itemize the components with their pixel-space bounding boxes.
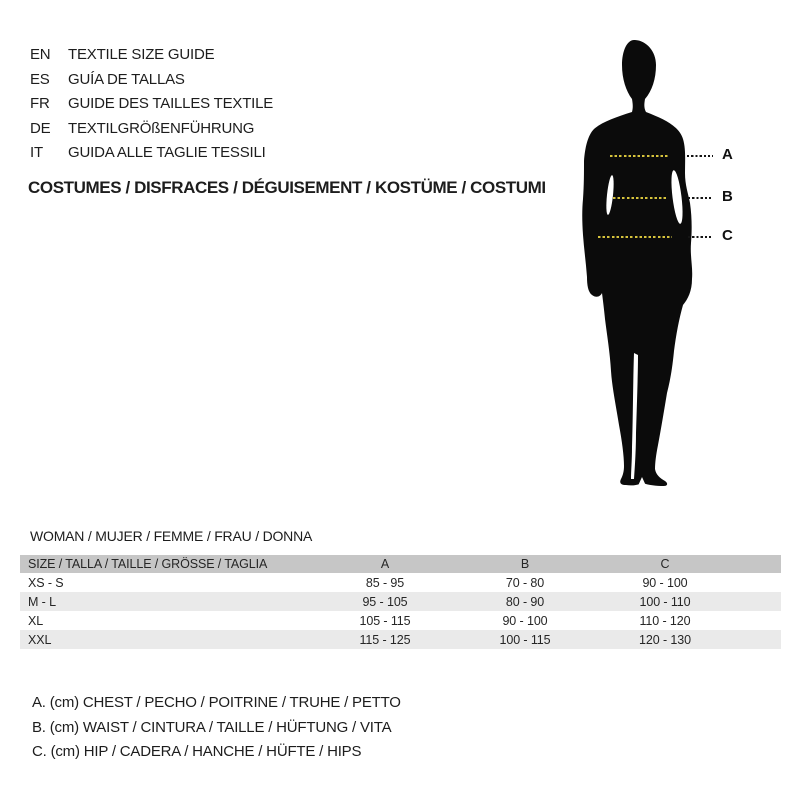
table-row [20,611,781,630]
spacer-cell [735,573,781,592]
waist-cell: 100 - 115 [455,630,595,649]
hip-cell: 110 - 120 [639,613,691,628]
woman-silhouette-icon [580,37,710,487]
measurement-label-b: B [722,188,733,205]
language-label: GUIDE DES TAILLES TEXTILE [68,95,274,112]
column-header-spacer [735,555,781,573]
size-cell: XS - S [28,575,64,590]
column-header-a: A [315,555,455,573]
measurement-leader-b-dots [688,197,713,199]
hip-cell: 100 - 110 [595,592,735,611]
language-row [30,141,273,166]
chest-cell: 95 - 105 [315,592,455,611]
language-label: GUIDA ALLE TAGLIE TESSILI [68,144,266,161]
language-label: TEXTILGRÖßENFÜHRUNG [68,119,255,137]
waist-cell: 90 - 100 [502,613,548,628]
chest-cell: 85 - 95 [365,575,405,590]
spacer-cell [735,611,781,630]
language-code: IT [30,144,43,161]
language-code: ES [30,70,50,88]
measurement-line-a-dots [610,155,670,157]
language-code: FR [30,95,50,112]
hip-cell: 90 - 100 [642,575,688,590]
size-table-header-row [20,555,781,573]
footnote-waist: B. (cm) WAIST / CINTURA / TAILLE / HÜFTUNG / VITA [32,718,392,736]
measurement-label-c: C [722,227,733,244]
column-header-b: B [455,555,595,573]
column-header-size: SIZE / TALLA / TAILLE / GRÖSSE / TAGLIA [20,555,315,573]
footnote-chest: A. (cm) CHEST / PECHO / POITRINE / TRUHE / PETTO [32,694,401,711]
language-list [30,43,273,166]
language-row [30,92,273,117]
chest-cell: 115 - 125 [315,630,455,649]
language-row [30,43,273,68]
table-row [20,592,781,611]
size-cell: XXL [20,630,315,649]
language-code: DE [30,119,51,137]
measurement-label-a: A [722,146,733,163]
column-header-c: C [595,555,735,573]
language-code: EN [30,46,51,63]
category-title: COSTUMES / DISFRACES / DÉGUISEMENT / KOSTÜME / COSTUMI [28,178,546,197]
measurement-leader-a-dots [687,155,713,157]
measurement-footnotes [32,691,401,765]
chest-cell: 105 - 115 [359,613,411,628]
table-row [20,573,781,592]
size-table [20,555,781,649]
size-cell: M - L [20,592,315,611]
table-row [20,630,781,649]
spacer-cell [735,592,781,611]
measurement-line-c-dots [598,236,672,238]
measurement-leader-c-dots [688,236,713,238]
size-chart-title: WOMAN / MUJER / FEMME / FRAU / DONNA [30,528,313,544]
language-label: TEXTILE SIZE GUIDE [68,46,215,63]
size-cell: XL [28,613,44,628]
language-label: GUÍA DE TALLAS [68,70,185,88]
waist-cell: 70 - 80 [505,575,545,590]
measurement-line-b-dots [613,197,668,199]
language-row [30,68,273,93]
waist-cell: 80 - 90 [455,592,595,611]
language-row [30,117,273,142]
spacer-cell [735,630,781,649]
hip-cell: 120 - 130 [595,630,735,649]
footnote-hip: C. (cm) HIP / CADERA / HANCHE / HÜFTE / HIPS [32,743,362,760]
